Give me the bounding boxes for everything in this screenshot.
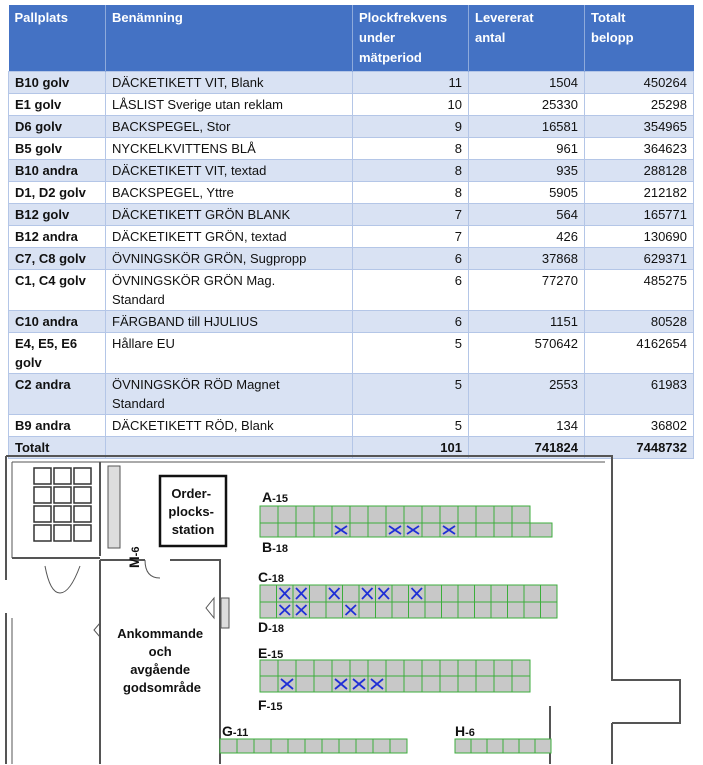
rack-H-cell — [535, 739, 551, 753]
cell-benamning: DÄCKETIKETT GRÖN BLANK — [106, 204, 353, 226]
rack-label-B — [262, 539, 288, 555]
cell-pallplats: C2 andra — [9, 374, 106, 415]
rack-C-cell — [343, 585, 360, 602]
cell-pallplats: C10 andra — [9, 311, 106, 333]
rack-A-cell — [350, 506, 368, 523]
storage-cell — [34, 525, 51, 541]
cell-plockfrekvens: 10 — [353, 94, 469, 116]
cell-benamning: Hållare EU — [106, 333, 353, 374]
cell-plockfrekvens: 6 — [353, 311, 469, 333]
rack-A-cell — [278, 506, 296, 523]
table-row — [9, 415, 694, 437]
rack-label-letter: H-6 — [455, 723, 475, 739]
cell-levererat-antal: 1151 — [469, 311, 585, 333]
rack-H-cell — [471, 739, 487, 753]
cell-plockfrekvens: 11 — [353, 72, 469, 94]
cell-levererat-antal: 134 — [469, 415, 585, 437]
rack-E-cell — [350, 660, 368, 676]
rack-B-cell — [512, 523, 530, 537]
cell-benamning: ÖVNINGSKÖR GRÖN Mag. Standard — [106, 270, 353, 311]
cell-benamning: BACKSPEGEL, Yttre — [106, 182, 353, 204]
rack-H-cell — [503, 739, 519, 753]
cell-totalt-belopp: 288128 — [585, 160, 694, 182]
cell-levererat-antal: 25330 — [469, 94, 585, 116]
order-station-line3: station — [171, 522, 215, 537]
rack-D-cell — [326, 602, 343, 618]
cell-plockfrekvens: 7 — [353, 204, 469, 226]
rack-label-letter: A-15 — [262, 489, 289, 505]
rack-label-letter: B-18 — [262, 539, 289, 555]
door-arc-inner — [145, 560, 160, 578]
rack-C-cell — [475, 585, 492, 602]
table-row — [9, 204, 694, 226]
cell-pallplats: B5 golv — [9, 138, 106, 160]
cell-benamning: ÖVNINGSKÖR RÖD Magnet Standard — [106, 374, 353, 415]
order-station-line2: plocks- — [168, 504, 214, 519]
rack-C-cell — [260, 585, 277, 602]
rack-G-cell — [373, 739, 390, 753]
rack-label-M — [126, 547, 142, 568]
rack-F-cell — [440, 676, 458, 692]
warehouse-floor-plan — [0, 448, 703, 765]
rack-F-cell — [422, 676, 440, 692]
cell-benamning: ÖVNINGSKÖR GRÖN, Sugpropp — [106, 248, 353, 270]
rack-B-cell — [422, 523, 440, 537]
table-row — [9, 160, 694, 182]
rack-G-cell — [271, 739, 288, 753]
rack-D-cell — [260, 602, 277, 618]
cell-benamning: BACKSPEGEL, Stor — [106, 116, 353, 138]
rack-label-letter: M-6 — [126, 546, 142, 568]
cell-total-sum: 7448732 — [585, 437, 694, 459]
arrival-area-line3: avgående — [130, 662, 191, 677]
header-pallplats: Pallplats — [9, 5, 106, 72]
rack-B-cell — [494, 523, 512, 537]
rack-G-cell — [322, 739, 339, 753]
rack-E-cell — [314, 660, 332, 676]
rack-label-A — [262, 489, 288, 505]
rack-A-cell — [422, 506, 440, 523]
table-row — [9, 182, 694, 204]
rack-D-cell — [491, 602, 508, 618]
storage-cell — [54, 468, 71, 484]
cell-pallplats: B12 golv — [9, 204, 106, 226]
storage-cell — [54, 487, 71, 503]
rack-label-letter: E-15 — [258, 645, 284, 661]
table-row — [9, 226, 694, 248]
rack-B-cell — [296, 523, 314, 537]
rack-G-cell — [356, 739, 373, 753]
door-panel-right — [221, 598, 229, 628]
rack-A-cell — [458, 506, 476, 523]
rack-B-cell — [350, 523, 368, 537]
rack-C-cell — [392, 585, 409, 602]
order-station-label — [168, 486, 217, 537]
rack-label-letter: F-15 — [258, 697, 283, 713]
cell-plockfrekvens: 8 — [353, 138, 469, 160]
storage-cell — [34, 487, 51, 503]
cell-benamning: DÄCKETIKETT VIT, Blank — [106, 72, 353, 94]
rack-C-cell — [541, 585, 558, 602]
rack-label-G — [222, 723, 248, 739]
cell-levererat-antal: 570642 — [469, 333, 585, 374]
cell-levererat-antal: 564 — [469, 204, 585, 226]
cell-plockfrekvens: 5 — [353, 333, 469, 374]
table-row — [9, 94, 694, 116]
rack-G-cell — [339, 739, 356, 753]
cell-totalt-belopp: 130690 — [585, 226, 694, 248]
rack-E-cell — [476, 660, 494, 676]
rack-label-letter: C-18 — [258, 569, 285, 585]
rack-A-cell — [476, 506, 494, 523]
rack-A-cell — [368, 506, 386, 523]
rack-E-cell — [512, 660, 530, 676]
rack-D-cell — [524, 602, 541, 618]
cell-levererat-antal: 2553 — [469, 374, 585, 415]
header-totalt-belopp: Totalt belopp — [585, 5, 694, 72]
rack-D-cell — [310, 602, 327, 618]
rack-B-cell — [260, 523, 278, 537]
rack-C-cell — [524, 585, 541, 602]
header-plockfrekvens: Plockfrekvens under mätperiod — [353, 5, 469, 72]
rack-A-cell — [260, 506, 278, 523]
rack-G-cell — [237, 739, 254, 753]
rack-A-tail-cell — [530, 523, 552, 537]
cell-pallplats: E4, E5, E6 golv — [9, 333, 106, 374]
cell-totalt-belopp: 485275 — [585, 270, 694, 311]
rack-A-cell — [494, 506, 512, 523]
rack-G-cell — [390, 739, 407, 753]
storage-cell — [74, 525, 91, 541]
rack-D-cell — [541, 602, 558, 618]
rack-label-C — [258, 569, 284, 585]
storage-cell — [54, 506, 71, 522]
cell-plockfrekvens: 6 — [353, 270, 469, 311]
rack-C-cell — [442, 585, 459, 602]
rack-G-cell — [254, 739, 271, 753]
cell-plockfrekvens: 8 — [353, 182, 469, 204]
rack-B-cell — [476, 523, 494, 537]
cell-levererat-antal: 426 — [469, 226, 585, 248]
table-row — [9, 72, 694, 94]
rack-A-cell — [332, 506, 350, 523]
table-row — [9, 374, 694, 415]
cell-totalt-belopp: 25298 — [585, 94, 694, 116]
cell-total-freq: 101 — [353, 437, 469, 459]
rack-E-cell — [440, 660, 458, 676]
rack-C-cell — [508, 585, 525, 602]
rack-A-cell — [386, 506, 404, 523]
cell-totalt-belopp: 450264 — [585, 72, 694, 94]
table-header-row — [9, 5, 694, 72]
rack-D-cell — [425, 602, 442, 618]
rack-B-cell — [368, 523, 386, 537]
rack-F-cell — [404, 676, 422, 692]
cell-totalt-belopp: 36802 — [585, 415, 694, 437]
rack-D-cell — [409, 602, 426, 618]
storage-cell — [74, 487, 91, 503]
cell-plockfrekvens: 5 — [353, 415, 469, 437]
rack-H-cell — [455, 739, 471, 753]
rack-A-cell — [440, 506, 458, 523]
rack-A-cell — [404, 506, 422, 523]
cell-plockfrekvens: 7 — [353, 226, 469, 248]
rack-label-F — [258, 697, 282, 713]
storage-cell — [74, 468, 91, 484]
rack-E-cell — [296, 660, 314, 676]
rack-D-cell — [508, 602, 525, 618]
storage-cell — [74, 506, 91, 522]
rack-E-cell — [368, 660, 386, 676]
header-benamning: Benämning — [106, 5, 353, 72]
rack-label-letter: G-11 — [222, 723, 249, 739]
rack-E-cell — [386, 660, 404, 676]
table-row — [9, 248, 694, 270]
rack-D-cell — [376, 602, 393, 618]
cell-benamning: DÄCKETIKETT VIT, textad — [106, 160, 353, 182]
arrival-area-line1: Ankommande — [117, 626, 204, 641]
cell-totalt-belopp: 354965 — [585, 116, 694, 138]
rack-D-cell — [392, 602, 409, 618]
rack-E-cell — [332, 660, 350, 676]
arrival-area-line2: och — [148, 644, 172, 659]
cell-levererat-antal: 16581 — [469, 116, 585, 138]
cell-pallplats: D6 golv — [9, 116, 106, 138]
rack-E-cell — [278, 660, 296, 676]
rack-F-cell — [386, 676, 404, 692]
rack-E-cell — [422, 660, 440, 676]
rack-A-cell — [296, 506, 314, 523]
order-station-line1: Order- — [171, 486, 212, 501]
door-triangle — [206, 598, 214, 618]
rack-E-cell — [260, 660, 278, 676]
cell-benamning: DÄCKETIKETT GRÖN, textad — [106, 226, 353, 248]
cell-pallplats: B10 andra — [9, 160, 106, 182]
rack-G-cell — [305, 739, 322, 753]
cell-total-qty: 741824 — [469, 437, 585, 459]
cell-pallplats: D1, D2 golv — [9, 182, 106, 204]
cell-benamning: DÄCKETIKETT RÖD, Blank — [106, 415, 353, 437]
rack-B-cell — [278, 523, 296, 537]
rack-D-cell — [359, 602, 376, 618]
rack-A-cell — [512, 506, 530, 523]
rack-F-cell — [260, 676, 278, 692]
cell-total-label: Totalt — [9, 437, 106, 459]
rack-E-cell — [458, 660, 476, 676]
cell-levererat-antal: 37868 — [469, 248, 585, 270]
rack-label-E — [258, 645, 283, 661]
rack-C-cell — [310, 585, 327, 602]
table-row — [9, 116, 694, 138]
cell-totalt-belopp: 629371 — [585, 248, 694, 270]
arrival-area-line4: godsområde — [122, 680, 202, 695]
pallet-table — [8, 5, 694, 459]
rack-H-cell — [519, 739, 535, 753]
outer-wall-right-lower — [550, 706, 612, 764]
cell-totalt-belopp: 80528 — [585, 311, 694, 333]
rack-F-cell — [314, 676, 332, 692]
rack-C-cell — [491, 585, 508, 602]
cell-pallplats: E1 golv — [9, 94, 106, 116]
cell-totalt-belopp: 4162654 — [585, 333, 694, 374]
storage-grid — [34, 468, 91, 541]
rack-D-cell — [442, 602, 459, 618]
cell-plockfrekvens: 5 — [353, 374, 469, 415]
header-levererat-antal: Levererat antal — [469, 5, 585, 72]
cell-levererat-antal: 77270 — [469, 270, 585, 311]
cell-totalt-belopp: 61983 — [585, 374, 694, 415]
rack-C-cell — [458, 585, 475, 602]
rack-E-cell — [494, 660, 512, 676]
storage-cell — [34, 468, 51, 484]
rack-F-cell — [458, 676, 476, 692]
cell-plockfrekvens: 8 — [353, 160, 469, 182]
cell-totalt-belopp: 364623 — [585, 138, 694, 160]
storage-cell — [54, 525, 71, 541]
cell-totalt-belopp: 165771 — [585, 204, 694, 226]
storage-cell — [34, 506, 51, 522]
rack-F-cell — [476, 676, 494, 692]
cell-benamning: FÄRGBAND till HJULIUS — [106, 311, 353, 333]
partition-column — [108, 466, 120, 548]
cell-plockfrekvens: 6 — [353, 248, 469, 270]
rack-E-cell — [404, 660, 422, 676]
rack-C-cell — [425, 585, 442, 602]
cell-pallplats: B12 andra — [9, 226, 106, 248]
door-arc-left — [45, 566, 80, 593]
table-row — [9, 270, 694, 311]
cell-levererat-antal: 5905 — [469, 182, 585, 204]
cell-pallplats: C7, C8 golv — [9, 248, 106, 270]
rack-F-cell — [512, 676, 530, 692]
rack-F-cell — [494, 676, 512, 692]
table-body — [9, 72, 694, 459]
cell-pallplats: C1, C4 golv — [9, 270, 106, 311]
table-row — [9, 333, 694, 374]
cell-pallplats: B9 andra — [9, 415, 106, 437]
table-row — [9, 138, 694, 160]
cell-pallplats: B10 golv — [9, 72, 106, 94]
rack-label-H — [455, 723, 475, 739]
table-row — [9, 311, 694, 333]
cell-levererat-antal: 935 — [469, 160, 585, 182]
cell-benamning: NYCKELKVITTENS BLÅ — [106, 138, 353, 160]
cell-plockfrekvens: 9 — [353, 116, 469, 138]
cell-levererat-antal: 961 — [469, 138, 585, 160]
rack-G-cell — [220, 739, 237, 753]
rack-G-cell — [288, 739, 305, 753]
rack-B-cell — [458, 523, 476, 537]
rack-label-D — [258, 619, 284, 635]
rack-label-letter: D-18 — [258, 619, 285, 635]
rack-D-cell — [475, 602, 492, 618]
cell-totalt-belopp: 212182 — [585, 182, 694, 204]
cell-benamning: LÅSLIST Sverige utan reklam — [106, 94, 353, 116]
arrival-area-label — [117, 626, 207, 695]
rack-B-cell — [314, 523, 332, 537]
rack-F-cell — [296, 676, 314, 692]
rack-D-cell — [458, 602, 475, 618]
cell-levererat-antal: 1504 — [469, 72, 585, 94]
rack-H-cell — [487, 739, 503, 753]
rack-A-cell — [314, 506, 332, 523]
